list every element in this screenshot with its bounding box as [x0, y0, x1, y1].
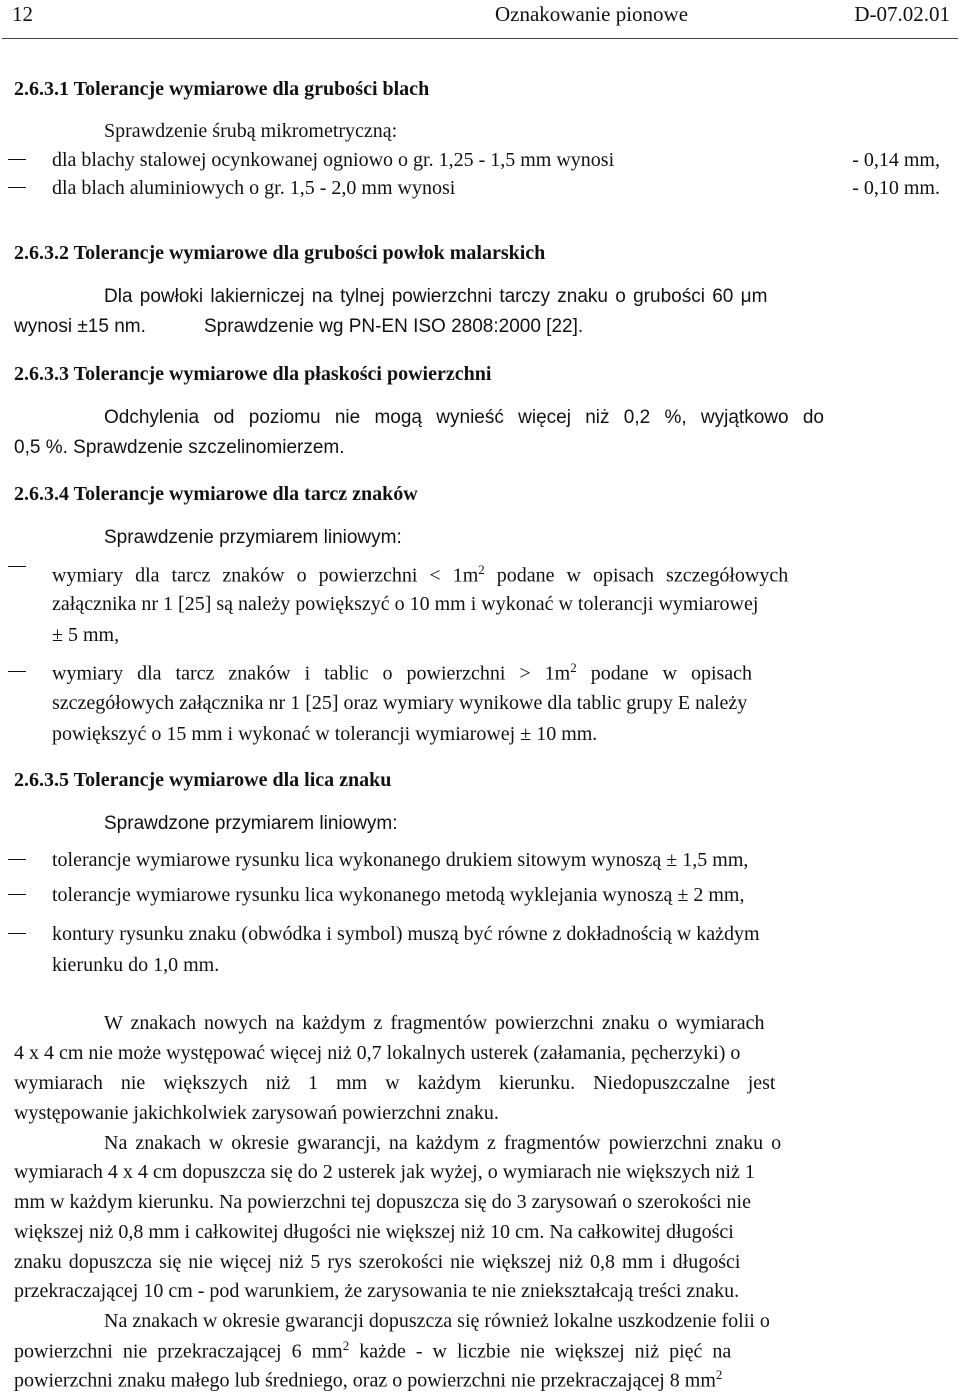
s2-line1: Dla powłoki lakierniczej na tylnej powierzchni tarczy znaku o grubości 60 μm — [104, 286, 768, 307]
s5-intro: Sprawdzone przymiarem liniowym: — [104, 813, 398, 834]
dash-bullet — [8, 159, 26, 160]
s4-item2-line1: wymiary dla tarcz znaków i tablic o powierzchni > $1m^2$ podane w opisach — [52, 660, 753, 685]
s1-item1-value: - 0,14 mm, — [852, 149, 940, 171]
s3-line1: Odchylenia od poziomu nie mogą wynieść więcej niż 0,2 %, wyjątkowo do — [104, 407, 824, 428]
dash-bullet — [8, 566, 26, 567]
document-code: D-07.02.01 — [854, 2, 950, 26]
s4-item1-line3: ± 5 mm, — [52, 624, 120, 646]
p3-line3: powierzchni znaku małego lub średniego, oraz o powierzchni nie przekraczającej 8 $mm^2$ — [14, 1367, 723, 1392]
s4-item1-line2: załącznika nr 1 [25] są należy powiększyć o 10 mm i wykonać w tolerancji wymiarowej — [52, 593, 759, 615]
p2-line3: mm w każdym kierunku. Na powierzchni tej dopuszcza się do 3 zarysowań o szerokości nie — [14, 1191, 751, 1213]
section-heading-2-6-3-2: 2.6.3.2 Tolerancje wymiarowe dla grubości powłok malarskich — [14, 242, 546, 264]
s4-intro: Sprawdzenie przymiarem liniowym: — [104, 527, 402, 548]
p1-line1: W znakach nowych na każdym z fragmentów powierzchni znaku o wymiarach — [104, 1012, 765, 1034]
s5-item1: tolerancje wymiarowe rysunku lica wykonanego drukiem sitowym wynoszą ± 1,5 mm, — [52, 849, 749, 871]
page-number: 12 — [12, 2, 33, 26]
p1-line2: 4 x 4 cm nie może występować więcej niż 0,7 lokalnych usterek (załamania, pęcherzyki) o — [14, 1042, 741, 1064]
p3-line1: Na znakach w okresie gwarancji dopuszcza się również lokalne uszkodzenie folii o — [104, 1310, 770, 1332]
s1-item2-value: - 0,10 mm. — [852, 177, 940, 199]
s1-intro: Sprawdzenie śrubą mikrometryczną: — [104, 120, 398, 142]
dash-bullet — [8, 894, 26, 895]
s1-item2-label: dla blach aluminiowych o gr. 1,5 - 2,0 mm wynosi — [52, 177, 456, 199]
p2-line6: przekraczającej 10 cm - pod warunkiem, że zarysowania te nie zniekształcają treści znaku. — [14, 1280, 740, 1302]
p2-line4: większej niż 0,8 mm i całkowitej długości nie większej niż 10 cm. Na całkowitej długości — [14, 1221, 734, 1243]
s2-line2a: wynosi ±15 nm. — [14, 316, 146, 337]
page-header — [12, 2, 950, 32]
p1-line4: występowanie jakichkolwiek zarysowań powierzchni znaku. — [14, 1102, 499, 1124]
s5-item2: tolerancje wymiarowe rysunku lica wykonanego metodą wyklejania wynoszą ± 2 mm, — [52, 884, 745, 906]
dash-bullet — [8, 933, 26, 934]
dash-bullet — [8, 859, 26, 860]
dash-bullet — [8, 671, 26, 672]
s5-item3-line2: kierunku do 1,0 mm. — [52, 954, 220, 976]
s4-item1-line1: wymiary dla tarcz znaków o powierzchni < $1m^2$ podane w opisach szczegółowych — [52, 562, 789, 587]
section-heading-2-6-3-1: 2.6.3.1 Tolerancje wymiarowe dla grubości blach — [14, 78, 430, 100]
s2-line2b: Sprawdzenie wg PN-EN ISO 2808:2000 [22]. — [204, 316, 584, 337]
section-heading-2-6-3-4: 2.6.3.4 Tolerancje wymiarowe dla tarcz znaków — [14, 483, 418, 505]
s3-line2: 0,5 %. Sprawdzenie szczelinomierzem. — [14, 437, 345, 458]
s1-item1-label: dla blachy stalowej ocynkowanej ogniowo o gr. 1,25 - 1,5 mm wynosi — [52, 149, 615, 171]
section-heading-2-6-3-3: 2.6.3.3 Tolerancje wymiarowe dla płaskości powierzchni — [14, 363, 492, 385]
p3-line2: powierzchni nie przekraczającej 6 $mm^2$ każde - w liczbie nie większej niż pięć na — [14, 1338, 732, 1363]
s4-item2-line2: szczegółowych załącznika nr 1 [25] oraz wymiary wynikowe dla tablic grupy E należy — [52, 692, 748, 714]
header-title: Oznakowanie pionowe — [495, 2, 689, 26]
s4-item2-line3: powiększyć o 15 mm i wykonać w tolerancji wymiarowej ± 10 mm. — [52, 723, 598, 745]
dash-bullet — [8, 187, 26, 188]
section-heading-2-6-3-5: 2.6.3.5 Tolerancje wymiarowe dla lica znaku — [14, 769, 392, 791]
p2-line2: wymiarach 4 x 4 cm dopuszcza się do 2 usterek jak wyżej, o wymiarach nie większych niż 1 — [14, 1161, 755, 1183]
p2-line5: znaku dopuszcza się nie więcej niż 5 rys szerokości nie większej niż 0,8 mm i długości — [14, 1251, 741, 1273]
p1-line3: wymiarach nie większych niż 1 mm w każdym kierunku. Niedopuszczalne jest — [14, 1072, 776, 1094]
p2-line1: Na znakach w okresie gwarancji, na każdym z fragmentów powierzchni znaku o — [104, 1132, 782, 1154]
header-rule — [2, 38, 958, 39]
s5-item3-line1: kontury rysunku znaku (obwódka i symbol) muszą być równe z dokładnością w każdym — [52, 923, 760, 945]
